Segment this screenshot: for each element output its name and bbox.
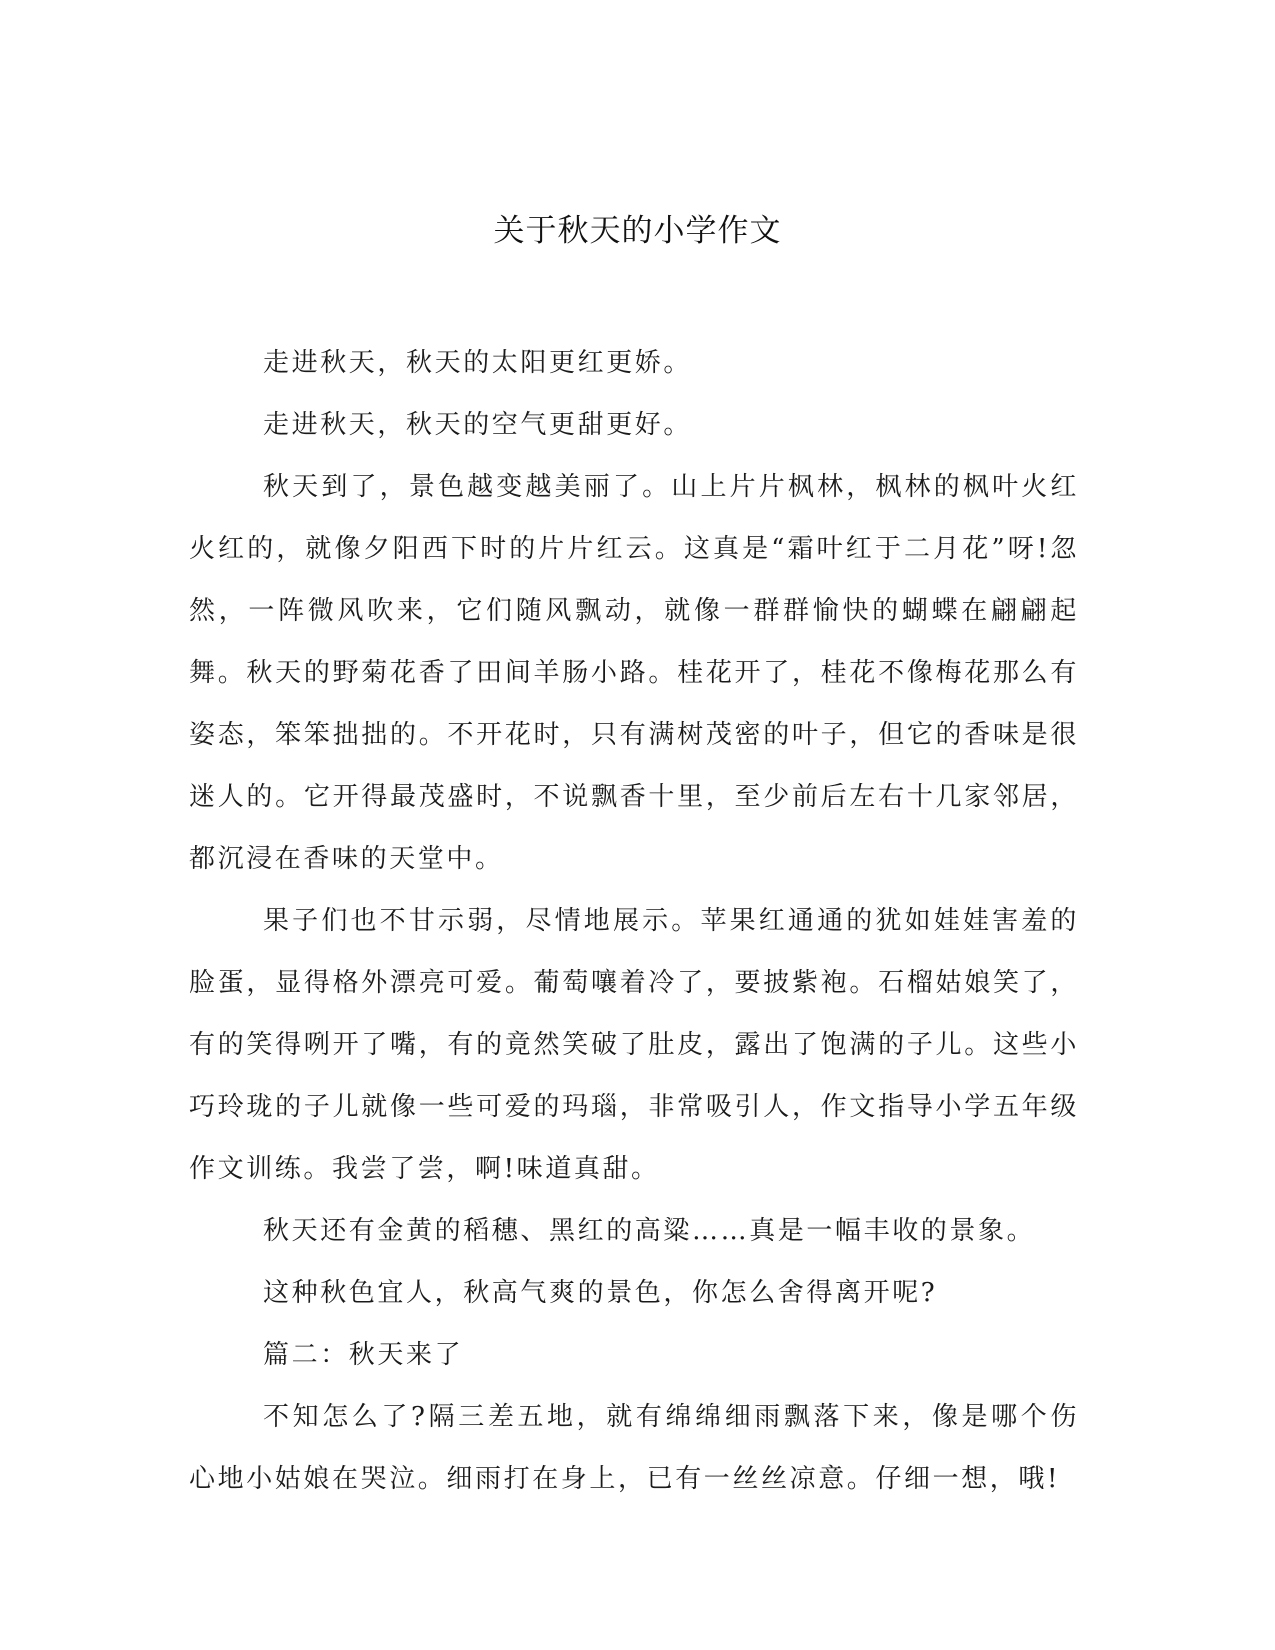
paragraph-2: 走进秋天，秋天的空气更甜更好。 [263,410,693,440]
section-heading: 篇二：秋天来了 [263,1340,464,1370]
paragraph-4: 果子们也不甘示弱，尽情地展示。苹果红通通的犹如娃娃害羞的脸蛋，显得格外漂亮可爱。葡萄嚷着冷了，要披紫袍。石榴姑娘笑了，有的笑得咧开了嘴，有的竟然笑破了肚皮，露出了饱满的子儿。这些小巧玲珑的子儿就像一些可爱的玛瑙，非常吸引人，作文指导小学五年级作文训练。我尝了尝，啊!味道真甜。 [189,906,1079,1184]
document-body [189,332,1079,1510]
paragraph-1: 走进秋天，秋天的太阳更红更娇。 [263,348,693,378]
document-title: 关于秋天的小学作文 [493,213,782,249]
paragraph-3: 秋天到了，景色越变越美丽了。山上片片枫林，枫林的枫叶火红火红的，就像夕阳西下时的片片红云。这真是“霜叶红于二月花”呀!忽然，一阵微风吹来，它们随风飘动，就像一群群愉快的蝴蝶在翩翩起舞。秋天的野菊花香了田间羊肠小路。桂花开了，桂花不像梅花那么有姿态，笨笨拙拙的。不开花时，只有满树茂密的叶子，但它的香味是很迷人的。它开得最茂盛时，不说飘香十里，至少前后左右十几家邻居，都沉浸在香味的天堂中。 [189,472,1079,874]
paragraph-7: 不知怎么了?隔三差五地，就有绵绵细雨飘落下来，像是哪个伤心地小姑娘在哭泣。细雨打在身上，已有一丝丝凉意。仔细一想，哦! [189,1402,1079,1494]
paragraph-6: 这种秋色宜人，秋高气爽的景色，你怎么舍得离开呢? [263,1278,938,1308]
paragraph-5: 秋天还有金黄的稻穗、黑红的高粱……真是一幅丰收的景象。 [263,1216,1036,1246]
